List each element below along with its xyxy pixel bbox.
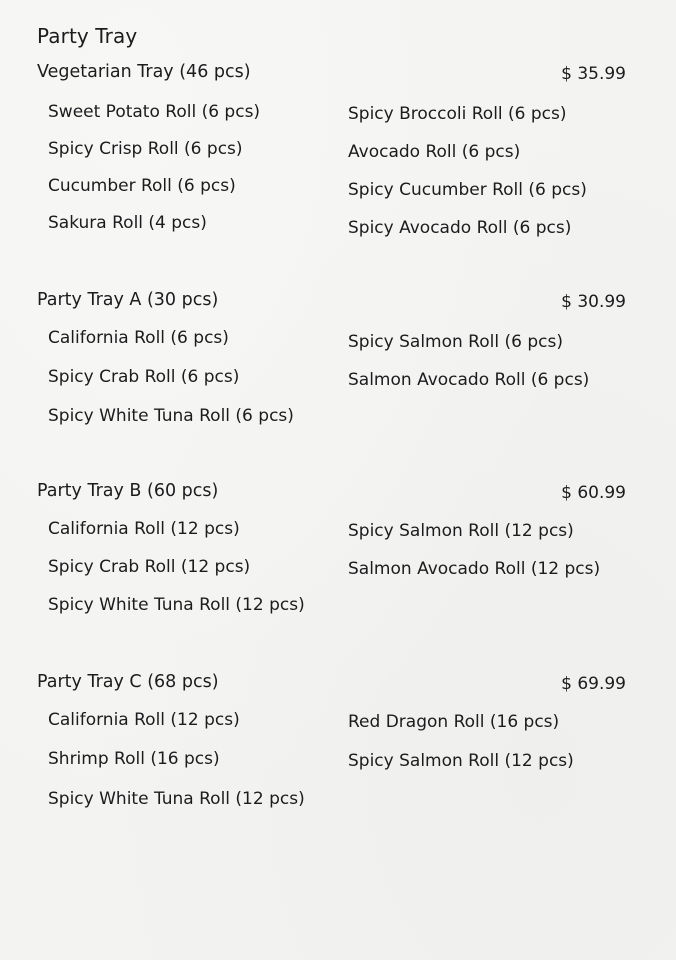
section-price: $ 30.99 xyxy=(561,292,626,312)
menu-item: Spicy Crisp Roll (6 pcs) xyxy=(48,139,243,159)
menu-section-vegetarian-tray xyxy=(0,62,676,238)
section-name: Party Tray A (30 pcs) xyxy=(37,290,219,310)
menu-item: Red Dragon Roll (16 pcs) xyxy=(348,712,560,732)
menu-item: Spicy White Tuna Roll (12 pcs) xyxy=(48,595,305,615)
menu-item: Spicy White Tuna Roll (12 pcs) xyxy=(48,789,305,809)
menu-item: Spicy Broccoli Roll (6 pcs) xyxy=(348,104,567,124)
menu-item: Shrimp Roll (16 pcs) xyxy=(48,749,220,769)
menu-item: Spicy Salmon Roll (12 pcs) xyxy=(348,751,574,771)
menu-item: Avocado Roll (6 pcs) xyxy=(348,142,521,162)
menu-item: Salmon Avocado Roll (12 pcs) xyxy=(348,559,601,579)
section-name: Vegetarian Tray (46 pcs) xyxy=(37,62,251,82)
menu-item: Spicy White Tuna Roll (6 pcs) xyxy=(48,406,294,426)
menu-item: Spicy Cucumber Roll (6 pcs) xyxy=(348,180,587,200)
section-price: $ 69.99 xyxy=(561,674,626,694)
menu-item: Spicy Crab Roll (12 pcs) xyxy=(48,557,251,577)
menu-item: Cucumber Roll (6 pcs) xyxy=(48,176,236,196)
section-price: $ 60.99 xyxy=(561,483,626,503)
section-name: Party Tray C (68 pcs) xyxy=(37,672,219,692)
section-price: $ 35.99 xyxy=(561,64,626,84)
menu-item: Sweet Potato Roll (6 pcs) xyxy=(48,102,261,122)
menu-item: Spicy Salmon Roll (12 pcs) xyxy=(348,521,574,541)
menu-item: California Roll (12 pcs) xyxy=(48,710,240,730)
menu-section-party-tray-a xyxy=(0,290,676,460)
page-title: Party Tray xyxy=(37,24,138,48)
menu-item: Spicy Avocado Roll (6 pcs) xyxy=(348,218,572,238)
menu-item: Salmon Avocado Roll (6 pcs) xyxy=(348,370,590,390)
menu-item: Spicy Crab Roll (6 pcs) xyxy=(48,367,240,387)
menu-item: Sakura Roll (4 pcs) xyxy=(48,213,207,233)
menu-item: Spicy Salmon Roll (6 pcs) xyxy=(348,332,563,352)
menu-item: California Roll (6 pcs) xyxy=(48,328,229,348)
menu-item: California Roll (12 pcs) xyxy=(48,519,240,539)
menu-section-party-tray-c xyxy=(0,672,676,842)
menu-section-party-tray-b xyxy=(0,481,676,651)
section-name: Party Tray B (60 pcs) xyxy=(37,481,219,501)
